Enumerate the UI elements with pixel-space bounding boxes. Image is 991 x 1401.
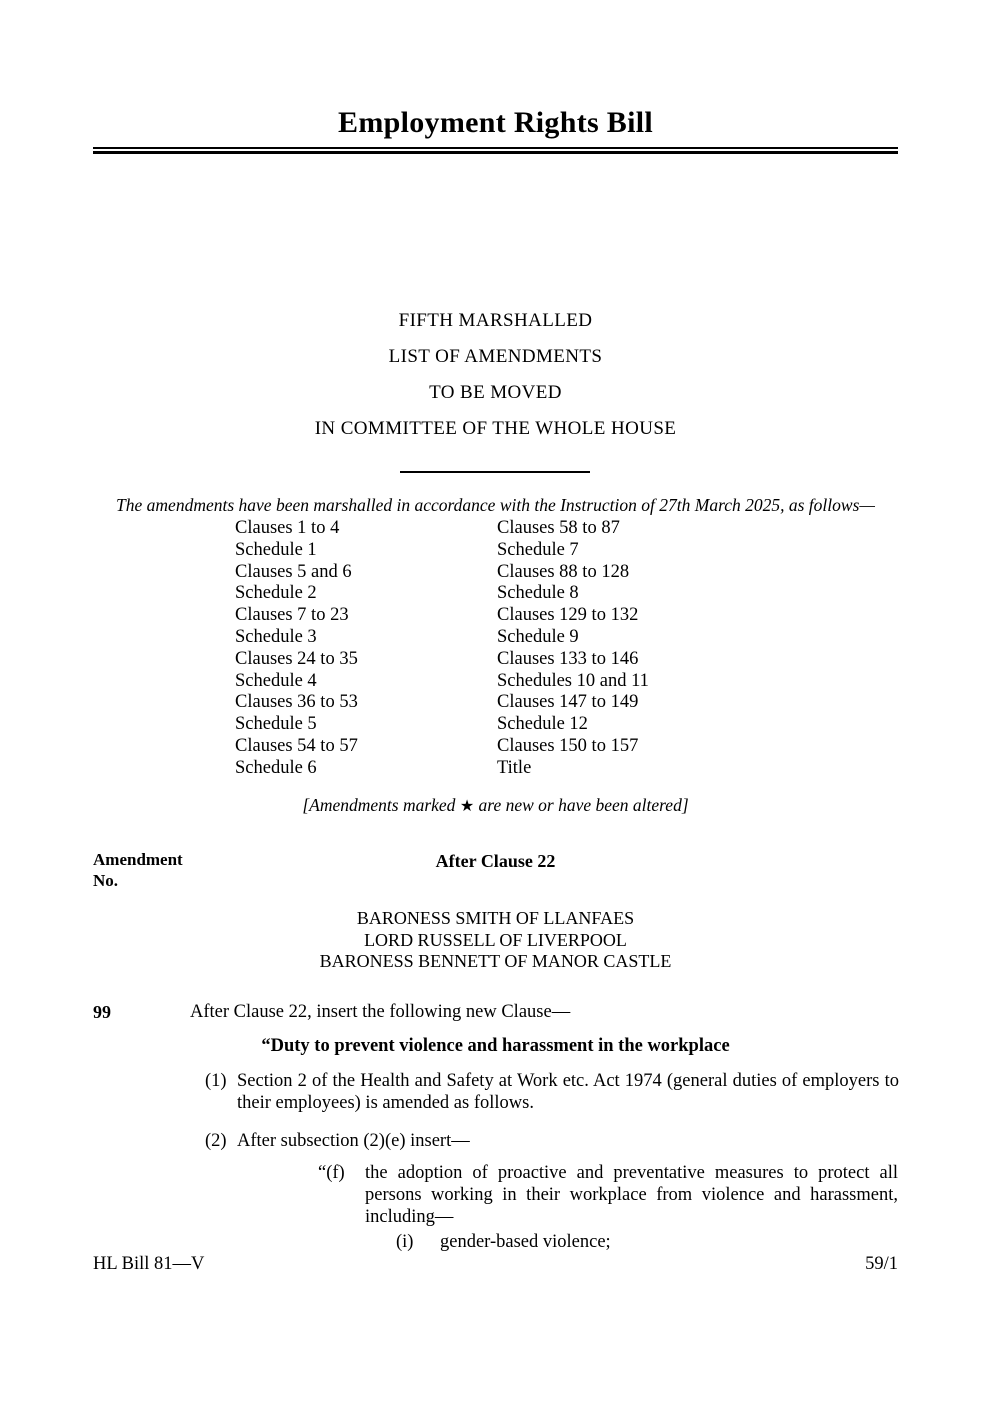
note-suffix: are new or have been altered] [474,795,689,815]
sponsor-name: BARONESS SMITH OF LLANFAES [356,908,635,928]
list-item: Schedule 9 [497,626,579,647]
list-item: Clauses 1 to 4 [235,518,340,538]
after-clause-22-heading: After Clause 22 [435,851,556,871]
list-item: Clauses 88 to 128 [497,561,630,582]
amendment-label-line-2: No. [93,871,119,890]
amendment-number: 99 [93,1002,111,1022]
list-item: Clauses 54 to 57 [235,735,358,756]
page-reference: 59/1 [865,1254,898,1274]
list-item: Clauses 7 to 23 [235,605,349,626]
sponsor-name: BARONESS BENNETT OF MANOR CASTLE [319,951,672,971]
section-divider-rule [400,471,590,473]
list-item: Schedule 6 [235,757,317,778]
subsection-2-text: After subsection (2)(e) insert— [237,1131,470,1151]
list-item: Schedule 8 [497,583,579,604]
list-item: Schedule 1 [235,539,317,560]
bill-reference: HL Bill 81—V [93,1254,205,1274]
sponsor-names [0,908,991,973]
new-amendments-note [0,795,991,816]
heading-line-2: LIST OF AMENDMENTS [388,346,603,367]
heading-line-4: IN COMMITTEE OF THE WHOLE HOUSE [314,418,677,439]
paragraph-f-text: the adoption of proactive and preventative measures to protect all persons working in their workplace from violence and harassment, including— [365,1163,898,1227]
marshalled-list-heading [0,303,991,447]
list-item: Clauses 147 to 149 [497,692,639,713]
list-item: Schedule 7 [497,539,579,560]
star-icon: ★ [459,798,475,815]
list-item: Schedules 10 and 11 [497,670,649,691]
amendment-label-line-1: Amendment [93,850,183,869]
title-double-rule [93,147,898,154]
note-prefix: [Amendments marked [302,795,460,815]
sub-paragraph-i [396,1232,611,1253]
list-item: Clauses 133 to 146 [497,648,639,669]
list-item: Clauses 129 to 132 [497,605,639,626]
list-item: Schedule 12 [497,714,588,735]
list-item: Schedule 3 [235,626,317,647]
list-item: Title [497,757,532,778]
list-item: Clauses 5 and 6 [235,561,352,582]
subsection-2-number: (2) [205,1131,227,1151]
list-item: Schedule 2 [235,583,317,604]
heading-line-1: FIFTH MARSHALLED [398,310,593,331]
sub-paragraph-i-number: (i) [396,1232,414,1252]
subsection-1-number: (1) [205,1071,227,1091]
marshalling-instruction: The amendments have been marshalled in accordance with the Instruction of 27th March 2025, as follows— [116,495,875,515]
subsection-2 [205,1130,899,1152]
subsection-1-text: Section 2 of the Health and Safety at Work etc. Act 1974 (general duties of employers to their employees) is amended as follows. [237,1071,899,1113]
list-item: Schedule 5 [235,714,317,735]
list-item: Schedule 4 [235,670,317,691]
sub-paragraph-i-text: gender-based violence; [440,1232,611,1252]
marshalling-column-1 [235,518,497,780]
paragraph-f [318,1162,898,1228]
subsection-1 [205,1070,899,1114]
document-title: Employment Rights Bill [338,106,653,139]
marshalling-order-list [235,518,907,780]
amendment-lead-text: After Clause 22, insert the following new Clause— [190,1002,571,1022]
marshalling-column-2 [497,518,907,780]
new-clause-heading: “Duty to prevent violence and harassment in the workplace [261,1036,730,1056]
list-item: Clauses 24 to 35 [235,648,358,669]
paragraph-f-number: “(f) [318,1163,345,1183]
list-item: Clauses 58 to 87 [497,518,620,538]
sponsor-name: LORD RUSSELL OF LIVERPOOL [364,929,627,950]
list-item: Clauses 150 to 157 [497,735,639,756]
list-item: Clauses 36 to 53 [235,692,358,713]
heading-line-3: TO BE MOVED [429,382,562,403]
